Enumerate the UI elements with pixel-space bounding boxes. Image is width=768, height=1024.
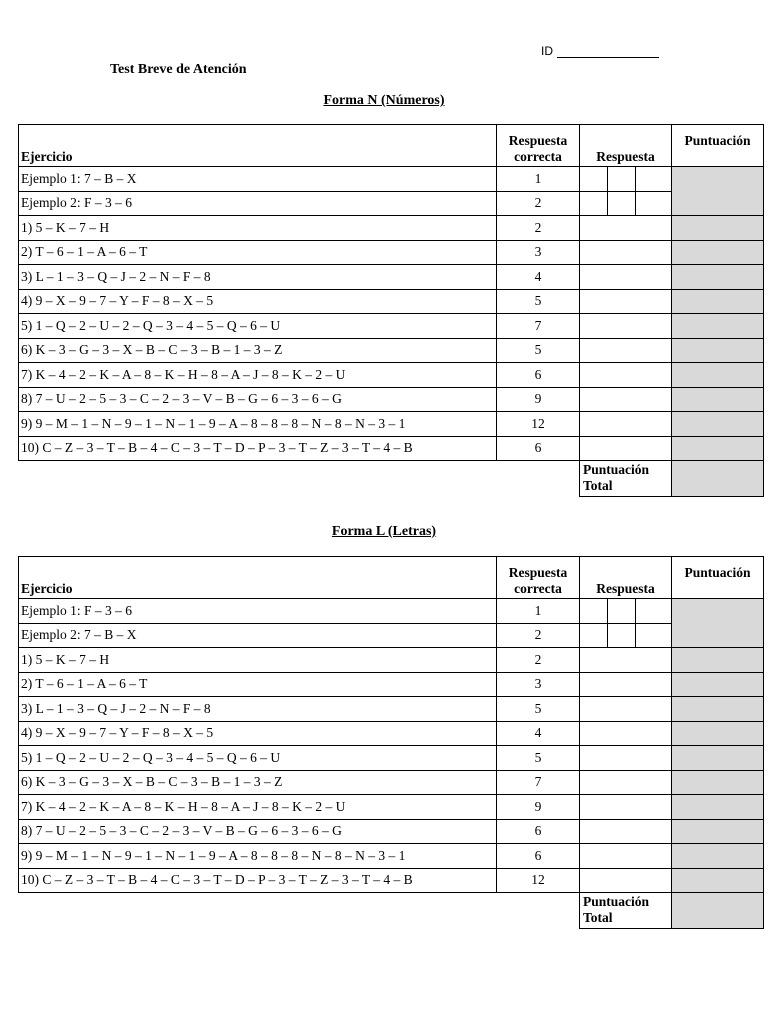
response-cell[interactable] <box>580 289 672 314</box>
example-text: Ejemplo 1: F – 3 – 6 <box>19 599 497 624</box>
example-text: Ejemplo 2: F – 3 – 6 <box>19 191 497 216</box>
total-label-line-2: Total <box>583 478 613 493</box>
total-score-cell[interactable] <box>672 893 764 929</box>
item-text: 6) K – 3 – G – 3 – X – B – C – 3 – B – 1 – 3 – Z <box>19 338 497 363</box>
total-score-label <box>580 461 672 497</box>
item-text: 7) K – 4 – 2 – K – A – 8 – K – H – 8 – A – J – 8 – K – 2 – U <box>19 795 497 820</box>
response-cell[interactable] <box>580 721 672 746</box>
form-n-title: Forma N (Números) <box>323 93 445 108</box>
example-score-cell <box>672 599 764 648</box>
item-text: 3) L – 1 – 3 – Q – J – 2 – N – F – 8 <box>19 697 497 722</box>
score-cell[interactable] <box>672 672 764 697</box>
column-header-respuesta-correcta <box>497 125 580 167</box>
table-row <box>19 338 764 363</box>
item-correct-answer: 6 <box>497 436 580 461</box>
score-cell[interactable] <box>672 770 764 795</box>
example-correct-answer: 1 <box>497 167 580 192</box>
header-line-2: correcta <box>514 149 562 164</box>
score-cell[interactable] <box>672 289 764 314</box>
item-correct-answer: 5 <box>497 338 580 363</box>
table-row <box>19 314 764 339</box>
item-text: 2) T – 6 – 1 – A – 6 – T <box>19 240 497 265</box>
item-text: 7) K – 4 – 2 – K – A – 8 – K – H – 8 – A – J – 8 – K – 2 – U <box>19 363 497 388</box>
table-header-row <box>19 557 764 599</box>
response-box[interactable] <box>608 191 636 216</box>
form-l-title: Forma L (Letras) <box>331 524 437 539</box>
column-header-ejercicio: Ejercicio <box>19 557 497 599</box>
item-text: 10) C – Z – 3 – T – B – 4 – C – 3 – T – D – P – 3 – T – Z – 3 – T – 4 – B <box>19 868 497 893</box>
response-cell[interactable] <box>580 648 672 673</box>
response-box[interactable] <box>580 623 608 648</box>
table-row <box>19 289 764 314</box>
table-row <box>19 672 764 697</box>
response-cell[interactable] <box>580 387 672 412</box>
score-cell[interactable] <box>672 648 764 673</box>
table-row <box>19 819 764 844</box>
item-text: 3) L – 1 – 3 – Q – J – 2 – N – F – 8 <box>19 265 497 290</box>
total-label-line-2: Total <box>583 910 613 925</box>
table-row <box>19 387 764 412</box>
item-correct-answer: 9 <box>497 795 580 820</box>
response-cell[interactable] <box>580 672 672 697</box>
response-box[interactable] <box>580 599 608 624</box>
item-correct-answer: 5 <box>497 289 580 314</box>
item-text: 4) 9 – X – 9 – 7 – Y – F – 8 – X – 5 <box>19 289 497 314</box>
total-label-line-1: Puntuación <box>583 894 650 909</box>
total-row <box>19 461 764 497</box>
response-cell[interactable] <box>580 746 672 771</box>
item-correct-answer: 7 <box>497 314 580 339</box>
header-line-1: Respuesta <box>508 565 568 580</box>
total-row <box>19 893 764 929</box>
table-row <box>19 265 764 290</box>
item-correct-answer: 5 <box>497 697 580 722</box>
response-cell[interactable] <box>580 412 672 437</box>
example-correct-answer: 2 <box>497 623 580 648</box>
table-header-row <box>19 125 764 167</box>
item-text: 4) 9 – X – 9 – 7 – Y – F – 8 – X – 5 <box>19 721 497 746</box>
item-correct-answer: 9 <box>497 387 580 412</box>
score-cell[interactable] <box>672 436 764 461</box>
item-text: 1) 5 – K – 7 – H <box>19 648 497 673</box>
item-text: 1) 5 – K – 7 – H <box>19 216 497 241</box>
total-label-line-1: Puntuación <box>583 462 650 477</box>
score-cell[interactable] <box>672 387 764 412</box>
item-correct-answer: 2 <box>497 648 580 673</box>
total-score-cell[interactable] <box>672 461 764 497</box>
response-box[interactable] <box>608 599 636 624</box>
score-cell[interactable] <box>672 721 764 746</box>
column-header-puntuacion: Puntuación <box>672 125 764 167</box>
response-cell[interactable] <box>580 338 672 363</box>
example-row <box>19 191 764 216</box>
table-row <box>19 844 764 869</box>
score-cell[interactable] <box>672 746 764 771</box>
score-cell[interactable] <box>672 314 764 339</box>
form-l-table <box>18 556 764 929</box>
table-row <box>19 363 764 388</box>
score-cell[interactable] <box>672 216 764 241</box>
item-text: 5) 1 – Q – 2 – U – 2 – Q – 3 – 4 – 5 – Q – 6 – U <box>19 314 497 339</box>
response-box[interactable] <box>636 599 672 624</box>
item-text: 5) 1 – Q – 2 – U – 2 – Q – 3 – 4 – 5 – Q – 6 – U <box>19 746 497 771</box>
item-correct-answer: 3 <box>497 672 580 697</box>
response-box[interactable] <box>636 167 672 192</box>
response-cell[interactable] <box>580 795 672 820</box>
item-correct-answer: 6 <box>497 819 580 844</box>
response-cell[interactable] <box>580 436 672 461</box>
column-header-respuesta-correcta <box>497 557 580 599</box>
score-cell[interactable] <box>672 844 764 869</box>
header-line-1: Respuesta <box>508 133 568 148</box>
id-label: ID <box>541 44 553 58</box>
response-box[interactable] <box>608 623 636 648</box>
response-cell[interactable] <box>580 868 672 893</box>
example-correct-answer: 1 <box>497 599 580 624</box>
document-title: Test Breve de Atención <box>110 62 247 77</box>
table-row <box>19 436 764 461</box>
score-cell[interactable] <box>672 819 764 844</box>
table-row <box>19 240 764 265</box>
item-text: 8) 7 – U – 2 – 5 – 3 – C – 2 – 3 – V – B – G – 6 – 3 – 6 – G <box>19 387 497 412</box>
response-cell[interactable] <box>580 770 672 795</box>
item-text: 9) 9 – M – 1 – N – 9 – 1 – N – 1 – 9 – A – 8 – 8 – 8 – N – 8 – N – 3 – 1 <box>19 844 497 869</box>
item-correct-answer: 12 <box>497 868 580 893</box>
table-row <box>19 697 764 722</box>
score-cell[interactable] <box>672 240 764 265</box>
example-row <box>19 167 764 192</box>
example-row <box>19 599 764 624</box>
table-row <box>19 216 764 241</box>
table-row <box>19 795 764 820</box>
item-text: 8) 7 – U – 2 – 5 – 3 – C – 2 – 3 – V – B – G – 6 – 3 – 6 – G <box>19 819 497 844</box>
item-correct-answer: 7 <box>497 770 580 795</box>
response-box[interactable] <box>636 191 672 216</box>
table-row <box>19 721 764 746</box>
column-header-respuesta: Respuesta <box>580 557 672 599</box>
example-score-cell <box>672 167 764 216</box>
item-correct-answer: 6 <box>497 363 580 388</box>
blank-cell <box>19 893 580 929</box>
item-correct-answer: 4 <box>497 265 580 290</box>
score-cell[interactable] <box>672 338 764 363</box>
response-box[interactable] <box>636 623 672 648</box>
table-row <box>19 746 764 771</box>
table-row <box>19 648 764 673</box>
response-cell[interactable] <box>580 314 672 339</box>
response-cell[interactable] <box>580 240 672 265</box>
item-text: 10) C – Z – 3 – T – B – 4 – C – 3 – T – D – P – 3 – T – Z – 3 – T – 4 – B <box>19 436 497 461</box>
response-box[interactable] <box>608 167 636 192</box>
blank-cell <box>19 461 580 497</box>
table-row <box>19 868 764 893</box>
response-cell[interactable] <box>580 265 672 290</box>
response-box[interactable] <box>580 167 608 192</box>
item-correct-answer: 2 <box>497 216 580 241</box>
score-cell[interactable] <box>672 868 764 893</box>
column-header-ejercicio: Ejercicio <box>19 125 497 167</box>
form-n-table <box>18 124 764 497</box>
table-row <box>19 770 764 795</box>
id-field-line[interactable] <box>557 57 659 58</box>
item-correct-answer: 4 <box>497 721 580 746</box>
example-row <box>19 623 764 648</box>
example-text: Ejemplo 2: 7 – B – X <box>19 623 497 648</box>
response-cell[interactable] <box>580 819 672 844</box>
item-correct-answer: 12 <box>497 412 580 437</box>
item-correct-answer: 5 <box>497 746 580 771</box>
item-text: 9) 9 – M – 1 – N – 9 – 1 – N – 1 – 9 – A – 8 – 8 – 8 – N – 8 – N – 3 – 1 <box>19 412 497 437</box>
response-box[interactable] <box>580 191 608 216</box>
item-correct-answer: 3 <box>497 240 580 265</box>
response-cell[interactable] <box>580 697 672 722</box>
total-score-label <box>580 893 672 929</box>
score-cell[interactable] <box>672 795 764 820</box>
response-cell[interactable] <box>580 216 672 241</box>
item-correct-answer: 6 <box>497 844 580 869</box>
example-text: Ejemplo 1: 7 – B – X <box>19 167 497 192</box>
score-cell[interactable] <box>672 363 764 388</box>
response-cell[interactable] <box>580 844 672 869</box>
item-text: 6) K – 3 – G – 3 – X – B – C – 3 – B – 1 – 3 – Z <box>19 770 497 795</box>
item-text: 2) T – 6 – 1 – A – 6 – T <box>19 672 497 697</box>
column-header-respuesta: Respuesta <box>580 125 672 167</box>
score-cell[interactable] <box>672 697 764 722</box>
response-cell[interactable] <box>580 363 672 388</box>
column-header-puntuacion: Puntuación <box>672 557 764 599</box>
score-cell[interactable] <box>672 412 764 437</box>
table-row <box>19 412 764 437</box>
example-correct-answer: 2 <box>497 191 580 216</box>
header-line-2: correcta <box>514 581 562 596</box>
score-cell[interactable] <box>672 265 764 290</box>
